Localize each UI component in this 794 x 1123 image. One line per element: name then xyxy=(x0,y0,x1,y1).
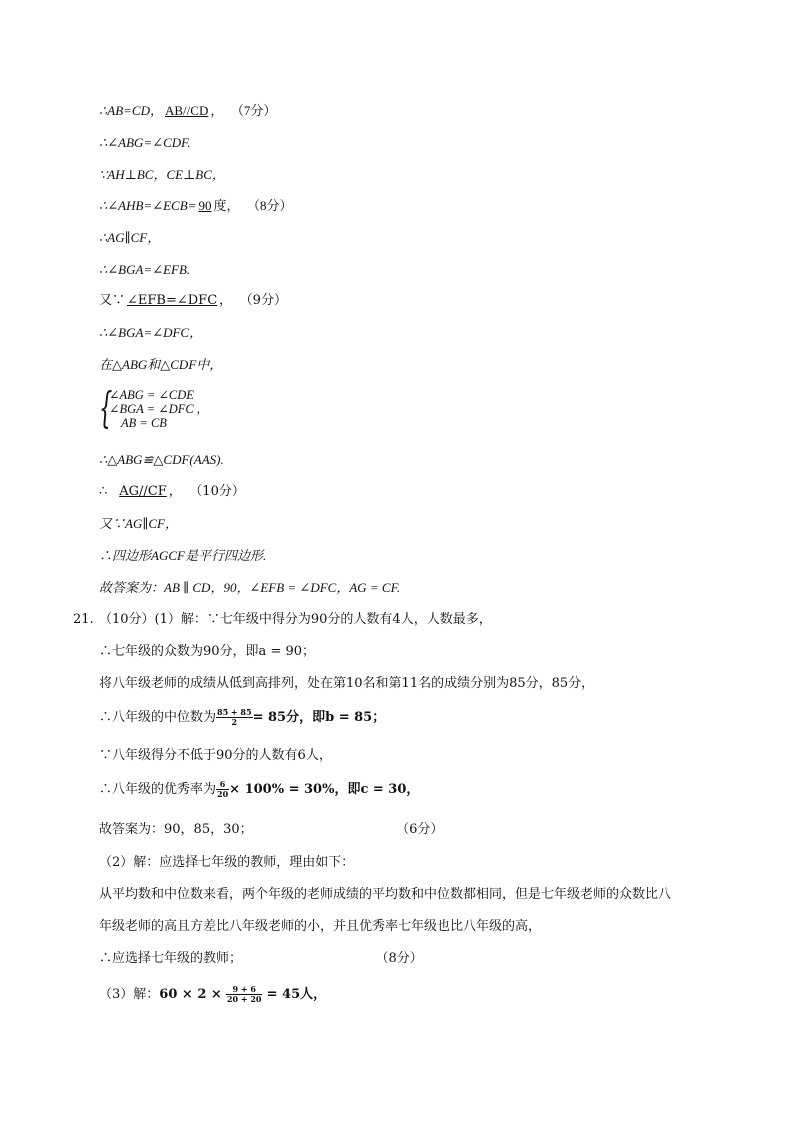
answer-blank-4: AG//CF xyxy=(119,484,167,499)
proof-answer-line: 故答案为：AB ∥ CD，90，∠EFB = ∠DFC，AG = CF. xyxy=(99,580,401,595)
proof-line-3: ∵AH⊥BC，CE⊥BC， xyxy=(99,167,225,182)
q21-line-12: （3）解：60 × 2 × $\frac{9 + 6}{20 + 20}$ = 45人， xyxy=(99,984,327,1004)
system-row-2: ∠BGA = ∠DFC , xyxy=(109,402,200,416)
system-row-3: AB = CB xyxy=(121,416,167,430)
q21-line-8: （2）解：应选择七年级的教师，理由如下： xyxy=(99,855,355,870)
proof-line-2: ∴∠ABG=∠CDF. xyxy=(99,135,191,150)
fraction: $\frac{6}{20}$ xyxy=(217,779,229,799)
proof-line-13: ∴四边形AGCF是平行四边形. xyxy=(99,548,267,563)
proof-line-4: ∴∠AHB=∠ECB= 90 度， （8分） xyxy=(99,198,293,213)
fraction: $\frac{9 + 6}{20 + 20}$ xyxy=(226,984,262,1004)
proof-line-6: ∴∠BGA=∠EFB. xyxy=(99,262,191,277)
left-brace-icon: { xyxy=(99,383,113,432)
q21-line-4: ∴八年级的中位数为 $\frac{85 + 85}{2}$ = 85分，即b = 85； xyxy=(99,707,386,727)
proof-line-8: ∴∠BGA=∠DFC， xyxy=(99,325,203,340)
answer-blank-3: ∠EFB=∠DFC xyxy=(127,293,218,308)
fraction: $\frac{85 + 85}{2}$ xyxy=(217,707,252,727)
answer-blank-1: AB//CD xyxy=(165,103,209,118)
q21-line-11: ∴应选择七年级的教师； （8分） xyxy=(99,951,423,966)
score-note: （7分） xyxy=(237,103,277,118)
system-row-1: ∠ABG = ∠CDE xyxy=(109,388,194,402)
q21-line-10: 年级老师的高且方差比八年级老师的小，并且优秀率七年级也比八年级的高， xyxy=(99,919,542,934)
score-note: （6分） xyxy=(402,822,444,837)
q21-line-2: ∴七年级的众数为90分，即a = 90； xyxy=(99,644,315,659)
question-number: 21. xyxy=(73,612,94,627)
proof-line-11: ∴ AG//CF ， （10分） xyxy=(99,484,245,499)
q21-line-9: 从平均数和中位数来看，两个年级的老师成绩的平均数和中位数都相同，但是七年级老师的众数比八 xyxy=(99,887,672,902)
score-note: （10分） xyxy=(195,484,245,499)
q21-line-1: （10分）(1）解：∵七年级中得分为90分的人数有4人，人数最多， xyxy=(99,612,492,627)
q21-line-3: 将八年级老师的成绩从低到高排列，处在第10名和第11名的成绩分别为85分，85分， xyxy=(99,676,595,691)
q21-line-7: 故答案为：90，85，30； （6分） xyxy=(99,822,444,837)
proof-line-9: 在△ABG和△CDF中， xyxy=(99,357,223,372)
answer-blank-2: 90 xyxy=(198,198,212,213)
q21-line-6: ∴八年级的优秀率为 $\frac{6}{20}$ × 100% = 30%，即c = 30， xyxy=(99,779,420,799)
score-note: （8分） xyxy=(253,198,293,213)
score-note: （8分） xyxy=(382,951,423,966)
proof-line-5: ∴AG∥CF， xyxy=(99,230,161,245)
score-note: （9分） xyxy=(246,293,287,308)
proof-line-7: 又∵ ∠EFB=∠DFC ， （9分） xyxy=(99,293,287,308)
proof-line-12: 又∵AG∥CF， xyxy=(99,516,178,531)
proof-line-10: ∴△ABG≌△CDF(AAS). xyxy=(99,452,224,467)
proof-line-1: ∴AB=CD， AB//CD ， （7分） xyxy=(99,103,277,118)
q21-line-5: ∵八年级得分不低于90分的人数有6人， xyxy=(99,748,332,763)
